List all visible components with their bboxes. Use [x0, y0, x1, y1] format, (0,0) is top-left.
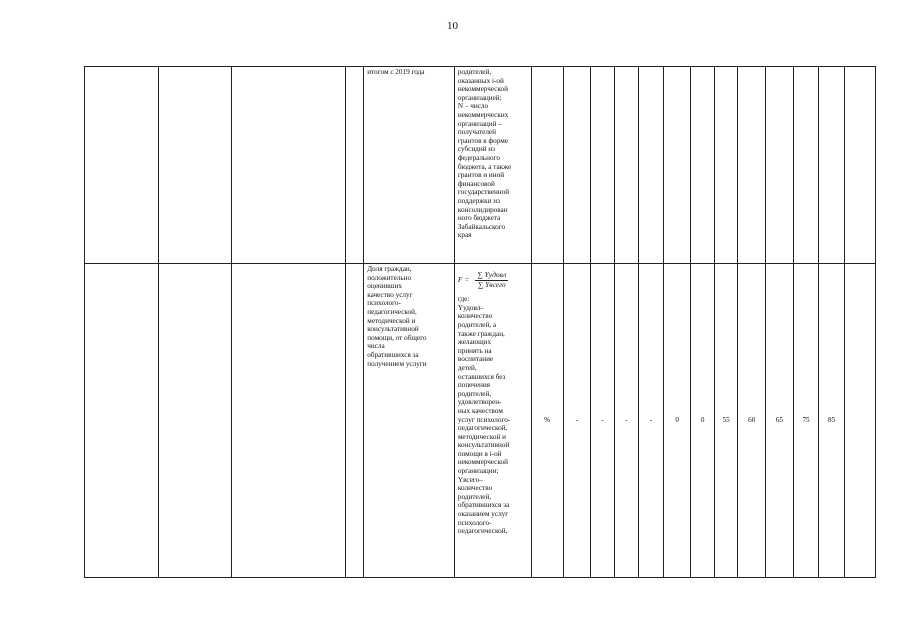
- method-cell: [454, 67, 531, 264]
- value-cell: 85: [819, 264, 845, 578]
- formula-denominator: ∑ Yвсего: [477, 279, 506, 289]
- value-cell: -: [563, 264, 591, 578]
- indicator-text: Доля граждан, положительно оценивших качество услуг психолого- педагогической, методической и консультативной помощи, от общего числа обратившихся за получением услуги: [367, 265, 427, 368]
- formula-lhs: F: [457, 274, 463, 284]
- indicator-cell: [364, 67, 455, 264]
- method-text: где: Yудовл– количество родителей, а также граждан, желающих принять на воспитание детей, оставшихся без попечения родителей, удовлетворен- ных качеством услуг психолого- педагогической, методической и консультативной помощи в i-ой некоммерческой организации; Yвсего– количество родителей, обратившихся за оказанием услуг психолого- педагогической,: [457, 295, 511, 536]
- formula-fraction: [475, 271, 508, 289]
- formula-numerator: ∑ Yудовл: [477, 270, 507, 279]
- formula-eq: =: [464, 274, 470, 284]
- value-cell: 60: [738, 264, 766, 578]
- value-cell: -: [614, 264, 639, 578]
- table-row: [85, 67, 876, 264]
- formula: [458, 271, 528, 289]
- value-cell: [844, 264, 875, 578]
- value-cell: 0: [663, 264, 691, 578]
- value-cell: 65: [766, 264, 794, 578]
- page-number: 10: [447, 20, 458, 32]
- indicator-cell: [364, 264, 455, 578]
- value-cell: 0: [691, 264, 714, 578]
- value-cell: -: [639, 264, 664, 578]
- method-text: родителей, оказанных i-ой некоммерческой организацией; N – число некоммерческих организаций – получателей грантов в форме субсидий из федерального бюджета, а также грантов и иной финансовой государственной поддержки из консолидирован ного бюджета Забайкальского края: [457, 68, 512, 240]
- value-cell: -: [591, 264, 614, 578]
- table-row: [85, 264, 876, 578]
- method-cell: [454, 264, 531, 578]
- value-cell: 55: [714, 264, 737, 578]
- indicator-text: итогом с 2019 года: [367, 68, 425, 76]
- unit-cell: %: [531, 264, 563, 578]
- value-cell: 75: [793, 264, 819, 578]
- indicators-table: [84, 66, 876, 578]
